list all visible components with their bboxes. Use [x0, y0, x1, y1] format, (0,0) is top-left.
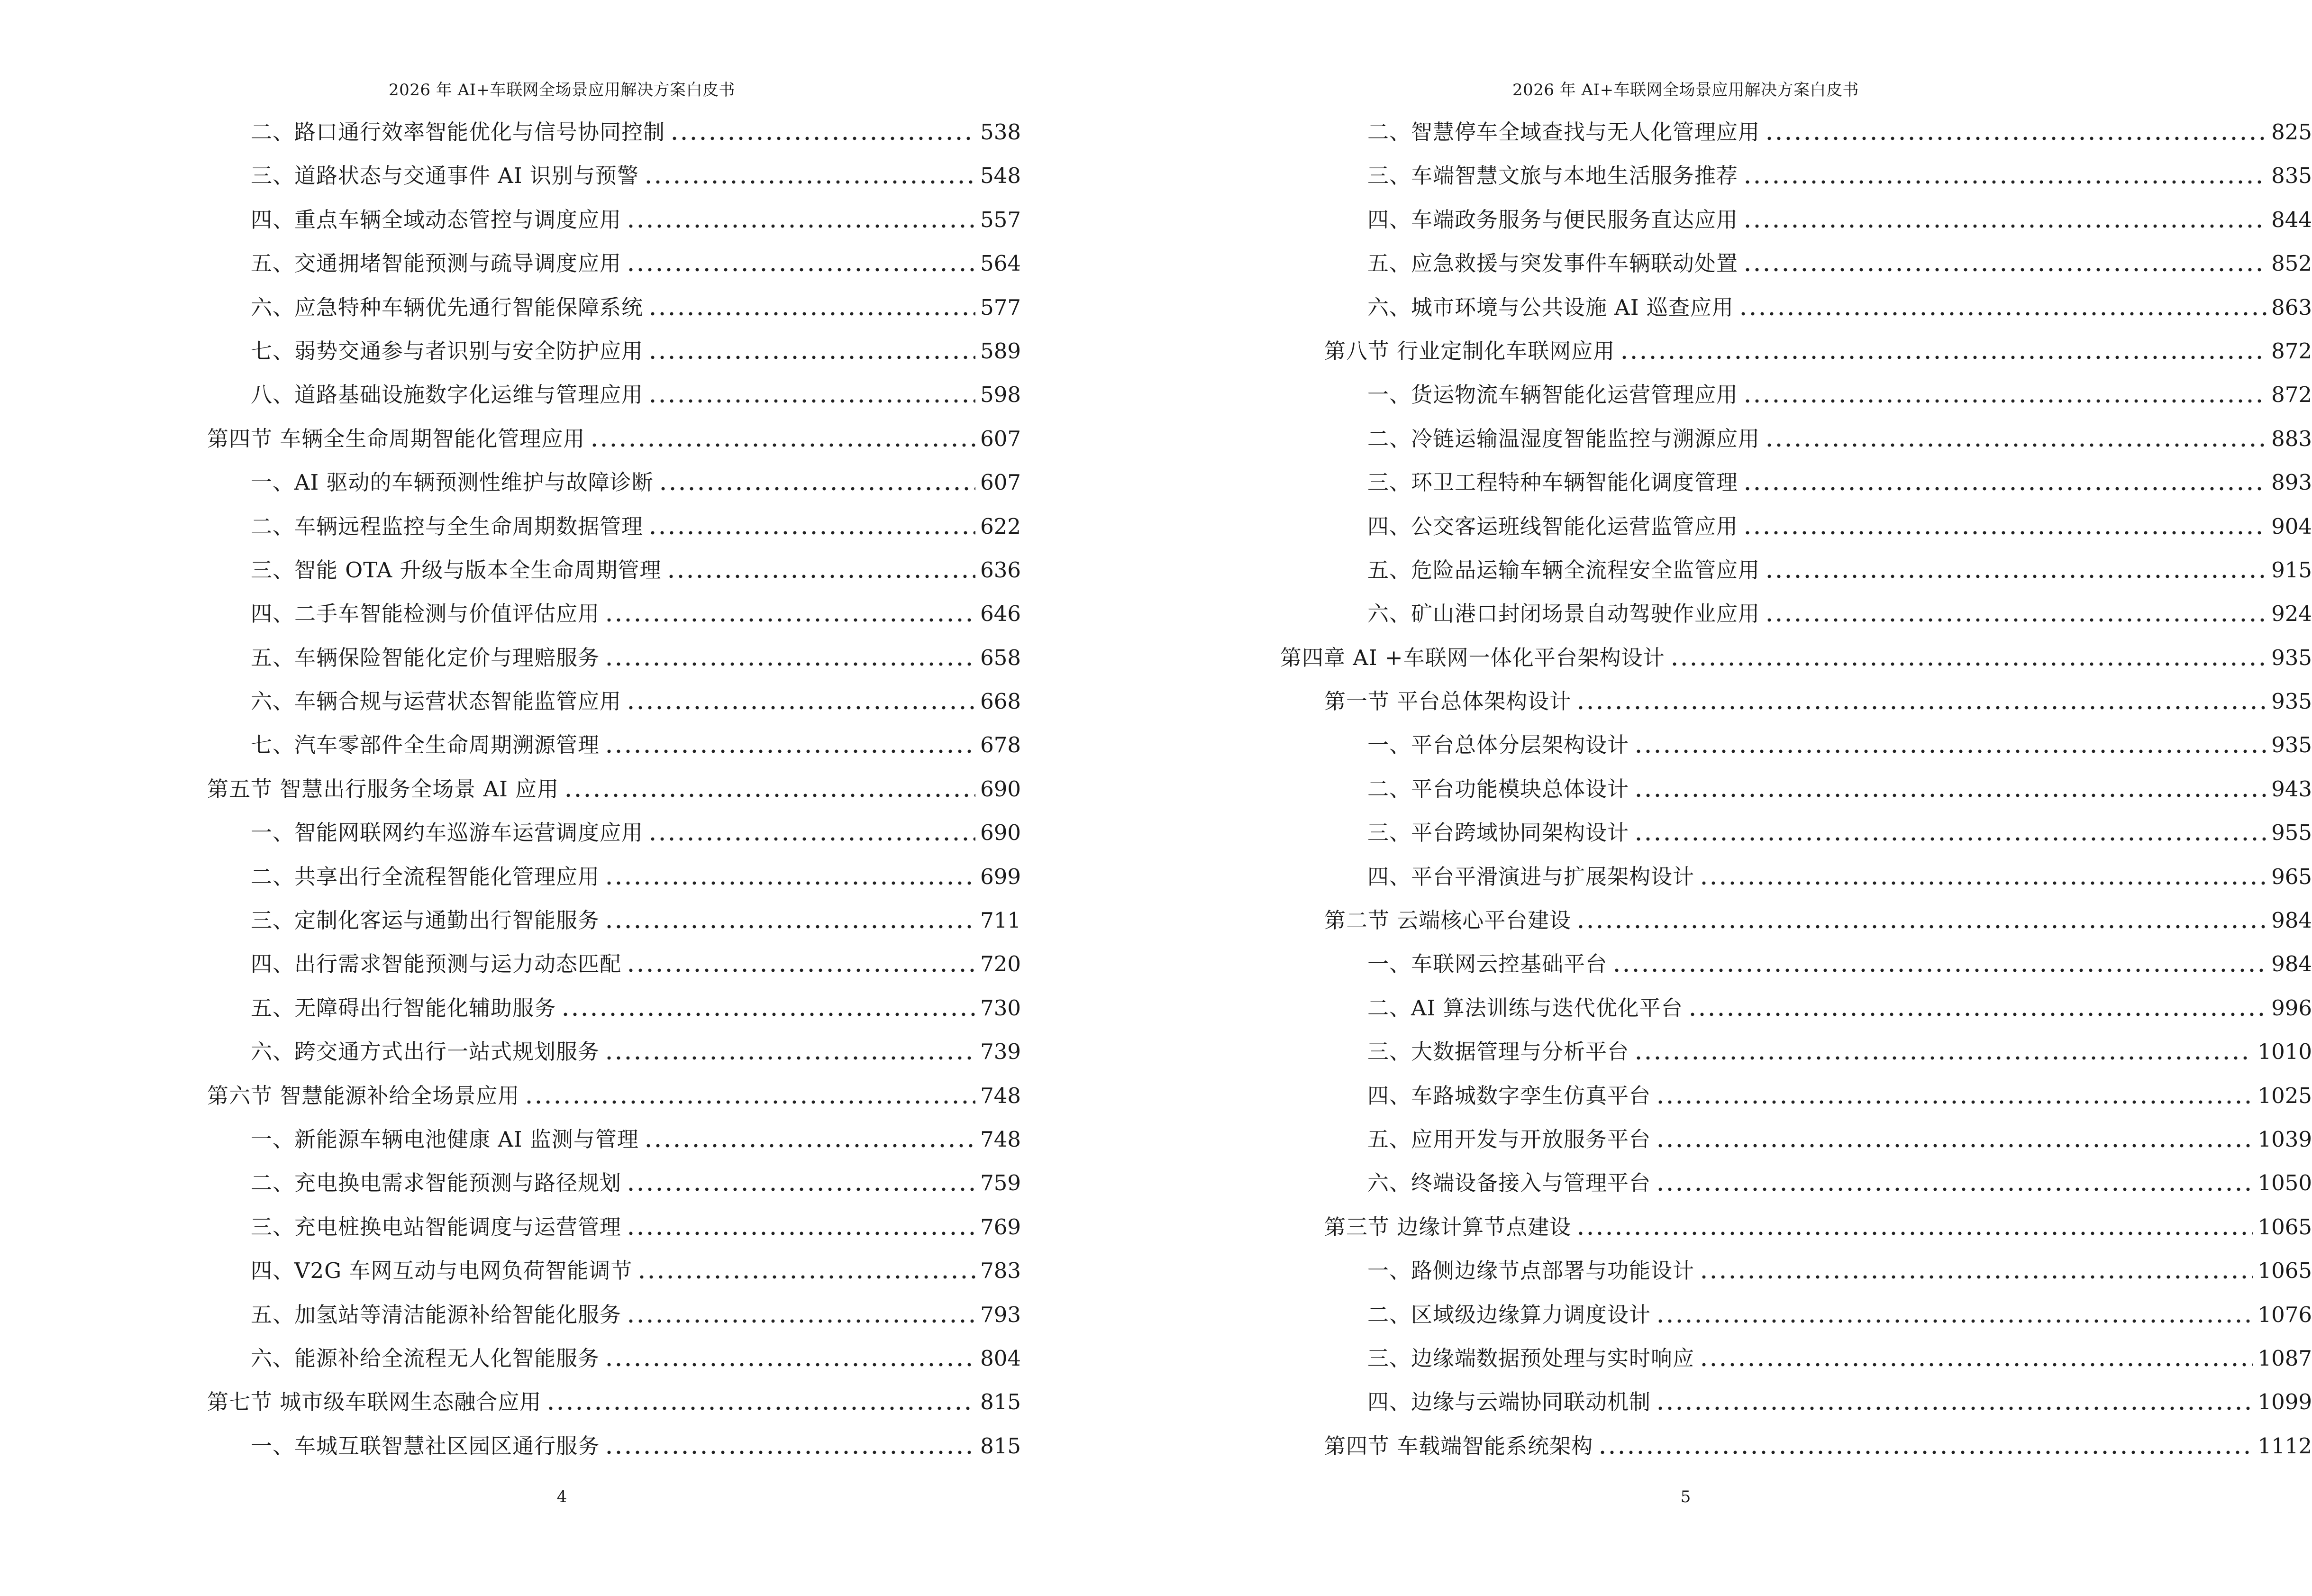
dot-leader — [604, 1362, 975, 1368]
toc-entry[interactable] — [1124, 863, 2312, 906]
toc-entry-title: 第一节 平台总体架构设计 — [1324, 689, 1572, 714]
toc-entry[interactable] — [1124, 1213, 2312, 1257]
toc-entry-title: 四、车路城数字孪生仿真平台 — [1367, 1083, 1651, 1108]
toc-entry[interactable] — [0, 994, 1124, 1038]
toc-entry-title: 二、区域级边缘算力调度设计 — [1367, 1302, 1651, 1327]
dot-leader — [1634, 1055, 2253, 1061]
toc-entry-page: 748 — [980, 1126, 1021, 1152]
toc-entry-title: 二、共享出行全流程智能化管理应用 — [251, 864, 600, 889]
toc-entry-title: 四、二手车智能检测与价值评估应用 — [251, 601, 600, 627]
toc-entry-page: 852 — [2271, 251, 2312, 276]
toc-entry[interactable] — [1124, 1169, 2312, 1213]
dot-leader — [1576, 1231, 2253, 1236]
toc-entry[interactable] — [1124, 1038, 2312, 1081]
dot-leader — [604, 1055, 975, 1061]
toc-entry[interactable] — [0, 906, 1124, 950]
dot-leader — [564, 793, 975, 798]
toc-entry-title: 第八节 行业定制化车联网应用 — [1324, 338, 1615, 364]
toc-entry-page: 924 — [2271, 601, 2312, 627]
toc-entry-title: 二、充电换电需求智能预测与路径规划 — [251, 1170, 622, 1196]
toc-entry-page: 984 — [2271, 951, 2312, 977]
toc-entry-title: 第三节 边缘计算节点建设 — [1324, 1214, 1572, 1240]
dot-leader — [670, 136, 975, 141]
toc-entry-page: 589 — [980, 338, 1021, 364]
toc-entry-title: 五、无障碍出行智能化辅助服务 — [251, 995, 556, 1021]
toc-entry-page: 1065 — [2257, 1258, 2312, 1284]
toc-entry-page: 668 — [980, 689, 1021, 714]
toc-entry-title: 五、应用开发与开放服务平台 — [1367, 1126, 1651, 1152]
toc-entry-title: 三、平台跨域协同架构设计 — [1367, 820, 1629, 846]
toc-entry-title: 二、车辆远程监控与全生命周期数据管理 — [251, 513, 644, 539]
toc-entry-title: 一、车城互联智慧社区园区通行服务 — [251, 1433, 600, 1459]
dot-leader — [1765, 574, 2266, 579]
dot-leader — [1612, 967, 2266, 973]
toc-entry-title: 六、能源补给全流程无人化智能服务 — [251, 1345, 600, 1371]
toc-entry-title: 五、车辆保险智能化定价与理赔服务 — [251, 645, 600, 670]
dot-leader — [648, 311, 975, 317]
toc-entry-title: 一、车联网云控基础平台 — [1367, 951, 1608, 977]
toc-entry-page: 815 — [980, 1389, 1021, 1415]
toc-entry-title: 三、充电桩换电站智能调度与运营管理 — [251, 1214, 622, 1240]
toc-entry-page: 872 — [2271, 382, 2312, 408]
dot-leader — [1656, 1143, 2253, 1149]
toc-entry[interactable] — [1124, 644, 2312, 687]
toc-entry-page: 935 — [2271, 732, 2312, 758]
dot-leader — [604, 1450, 975, 1455]
toc-entry-page: 783 — [980, 1258, 1021, 1284]
dot-leader — [644, 179, 975, 185]
toc-entry-page: 804 — [980, 1345, 1021, 1371]
toc-entry-page: 577 — [980, 294, 1021, 320]
dot-leader — [626, 1318, 975, 1324]
toc-entry-title: 六、应急特种车辆优先通行智能保障系统 — [251, 294, 644, 320]
toc-entry-title: 第四节 车辆全生命周期智能化管理应用 — [207, 426, 585, 451]
toc-entry-page: 872 — [2271, 338, 2312, 364]
toc-entry-page: 636 — [980, 557, 1021, 583]
toc-entry-page: 748 — [980, 1083, 1021, 1108]
toc-entry[interactable] — [0, 863, 1124, 906]
toc-entry-page: 965 — [2271, 864, 2312, 889]
toc-entry[interactable] — [0, 600, 1124, 643]
dot-leader — [1743, 486, 2266, 492]
dot-leader — [648, 836, 975, 842]
dot-leader — [1743, 530, 2266, 536]
dot-leader — [1634, 793, 2266, 798]
toc-entry[interactable] — [1124, 819, 2312, 862]
toc-entry-title: 第六节 智慧能源补给全场景应用 — [207, 1083, 520, 1108]
toc-entry[interactable] — [0, 1169, 1124, 1213]
toc-entry-title: 四、重点车辆全域动态管控与调度应用 — [251, 207, 622, 232]
toc-entry-title: 三、车端智慧文旅与本地生活服务推荐 — [1367, 163, 1739, 189]
toc-entry-title: 二、路口通行效率智能优化与信号协同控制 — [251, 119, 665, 145]
toc-entry[interactable] — [0, 950, 1124, 994]
table-of-contents — [0, 118, 1124, 1476]
dot-leader — [626, 1231, 975, 1236]
toc-entry[interactable] — [1124, 1301, 2312, 1344]
toc-entry[interactable] — [1124, 468, 2312, 512]
toc-entry[interactable] — [1124, 906, 2312, 950]
toc-entry[interactable] — [1124, 994, 2312, 1038]
toc-entry[interactable] — [1124, 1125, 2312, 1169]
toc-entry-title: 一、智能网联网约车巡游车运营调度应用 — [251, 820, 644, 846]
toc-entry-page: 935 — [2271, 689, 2312, 714]
dot-leader — [658, 486, 976, 492]
toc-entry[interactable] — [0, 1432, 1124, 1476]
dot-leader — [1598, 1450, 2253, 1455]
right-page — [1124, 0, 2312, 1596]
toc-entry-title: 六、终端设备接入与管理平台 — [1367, 1170, 1651, 1196]
toc-entry[interactable] — [0, 381, 1124, 424]
toc-entry[interactable] — [0, 1038, 1124, 1081]
dot-leader — [1765, 617, 2266, 623]
dot-leader — [1765, 136, 2266, 141]
dot-leader — [1765, 442, 2266, 448]
toc-entry-page: 943 — [2271, 776, 2312, 802]
toc-entry[interactable] — [0, 1125, 1124, 1169]
toc-entry[interactable] — [1124, 512, 2312, 556]
dot-leader — [604, 617, 975, 623]
toc-entry-title: 六、车辆合规与运营状态智能监管应用 — [251, 689, 622, 714]
toc-entry-title: 三、大数据管理与分析平台 — [1367, 1039, 1629, 1065]
toc-entry-title: 四、V2G 车网互动与电网负荷智能调节 — [251, 1258, 633, 1284]
toc-entry-page: 863 — [2271, 294, 2312, 320]
running-header: 2026 年 AI+车联网全场景应用解决方案白皮书 — [388, 81, 736, 100]
dot-leader — [1634, 836, 2266, 842]
toc-entry-title: 第四章 AI +车联网一体化平台架构设计 — [1280, 645, 1665, 670]
dot-leader — [604, 924, 975, 930]
dot-leader — [604, 661, 975, 667]
dot-leader — [546, 1405, 975, 1411]
dot-leader — [1688, 1012, 2267, 1017]
page-number: 4 — [556, 1487, 567, 1506]
toc-entry-title: 五、应急救援与突发事件车辆联动处置 — [1367, 251, 1739, 276]
toc-entry-page: 759 — [980, 1170, 1021, 1196]
toc-entry-page: 1039 — [2257, 1126, 2312, 1152]
toc-entry-page: 904 — [2271, 513, 2312, 539]
toc-entry-page: 793 — [980, 1302, 1021, 1327]
dot-leader — [626, 223, 975, 229]
toc-entry[interactable] — [1124, 206, 2312, 249]
dot-leader — [1576, 924, 2266, 930]
toc-entry[interactable] — [0, 819, 1124, 862]
toc-entry[interactable] — [1124, 1082, 2312, 1125]
toc-entry[interactable] — [0, 1213, 1124, 1257]
dot-leader — [1656, 1318, 2253, 1324]
toc-entry-page: 883 — [2271, 426, 2312, 451]
toc-entry-title: 五、加氢站等清洁能源补给智能化服务 — [251, 1302, 622, 1327]
toc-entry-title: 二、平台功能模块总体设计 — [1367, 776, 1629, 802]
toc-entry-page: 598 — [980, 382, 1021, 408]
toc-entry-page: 825 — [2271, 119, 2312, 145]
toc-entry-page: 690 — [980, 820, 1021, 846]
page-number: 5 — [1680, 1487, 1691, 1506]
toc-entry[interactable] — [0, 1257, 1124, 1300]
toc-entry-page: 996 — [2271, 995, 2312, 1021]
toc-entry-page: 607 — [980, 426, 1021, 451]
toc-entry[interactable] — [1124, 731, 2312, 775]
dot-leader — [1656, 1186, 2253, 1192]
toc-entry-page: 815 — [980, 1433, 1021, 1459]
dot-leader — [1699, 1362, 2253, 1368]
toc-entry-title: 二、AI 算法训练与迭代优化平台 — [1367, 995, 1683, 1021]
toc-entry-page: 564 — [980, 251, 1021, 276]
toc-entry-page: 678 — [980, 732, 1021, 758]
toc-entry[interactable] — [0, 337, 1124, 381]
toc-entry-title: 七、汽车零部件全生命周期溯源管理 — [251, 732, 600, 758]
toc-entry[interactable] — [1124, 1344, 2312, 1388]
toc-entry-page: 955 — [2271, 820, 2312, 846]
toc-entry[interactable] — [1124, 600, 2312, 643]
toc-entry-page: 739 — [980, 1039, 1021, 1065]
toc-entry[interactable] — [0, 206, 1124, 249]
toc-entry-page: 730 — [980, 995, 1021, 1021]
dot-leader — [1620, 355, 2266, 360]
dot-leader — [1699, 880, 2266, 886]
dot-leader — [1743, 223, 2266, 229]
toc-entry-page: 769 — [980, 1214, 1021, 1240]
dot-leader — [626, 705, 975, 711]
toc-entry[interactable] — [0, 687, 1124, 731]
toc-entry[interactable] — [0, 249, 1124, 293]
dot-leader — [626, 267, 975, 273]
toc-entry[interactable] — [0, 118, 1124, 162]
toc-entry-page: 984 — [2271, 908, 2312, 933]
toc-entry-title: 三、定制化客运与通勤出行智能服务 — [251, 908, 600, 933]
toc-entry-page: 1112 — [2257, 1433, 2312, 1459]
toc-entry-title: 一、新能源车辆电池健康 AI 监测与管理 — [251, 1126, 639, 1152]
dot-leader — [1670, 661, 2267, 667]
toc-entry[interactable] — [1124, 1388, 2312, 1432]
dot-leader — [1743, 267, 2266, 273]
toc-entry-page: 1010 — [2257, 1039, 2312, 1065]
toc-entry[interactable] — [1124, 950, 2312, 994]
dot-leader — [648, 398, 975, 404]
toc-entry-title: 三、道路状态与交通事件 AI 识别与预警 — [251, 163, 639, 189]
toc-entry-title: 一、平台总体分层架构设计 — [1367, 732, 1629, 758]
dot-leader — [1656, 1099, 2253, 1105]
toc-entry-title: 六、矿山港口封闭场景自动驾驶作业应用 — [1367, 601, 1760, 627]
toc-entry[interactable] — [1124, 775, 2312, 819]
toc-entry-page: 1065 — [2257, 1214, 2312, 1240]
toc-entry[interactable] — [1124, 118, 2312, 162]
toc-entry-page: 699 — [980, 864, 1021, 889]
toc-entry-page: 1076 — [2257, 1302, 2312, 1327]
dot-leader — [1739, 311, 2266, 317]
toc-entry[interactable] — [0, 775, 1124, 819]
toc-entry-title: 四、出行需求智能预测与运力动态匹配 — [251, 951, 622, 977]
toc-entry[interactable] — [0, 556, 1124, 600]
toc-entry-title: 八、道路基础设施数字化运维与管理应用 — [251, 382, 644, 408]
toc-entry-page: 1050 — [2257, 1170, 2312, 1196]
table-of-contents — [1124, 118, 2312, 1476]
toc-entry-title: 一、路侧边缘节点部署与功能设计 — [1367, 1258, 1695, 1284]
dot-leader — [1699, 1274, 2253, 1280]
toc-entry-page: 658 — [980, 645, 1021, 670]
toc-entry-page: 844 — [2271, 207, 2312, 232]
toc-entry[interactable] — [0, 162, 1124, 205]
toc-entry[interactable] — [0, 293, 1124, 337]
toc-entry-page: 720 — [980, 951, 1021, 977]
toc-entry[interactable] — [1124, 425, 2312, 468]
toc-entry-page: 622 — [980, 513, 1021, 539]
toc-entry[interactable] — [1124, 381, 2312, 424]
toc-entry[interactable] — [1124, 249, 2312, 293]
toc-entry[interactable] — [0, 468, 1124, 512]
dot-leader — [644, 1143, 975, 1149]
dot-leader — [604, 880, 975, 886]
toc-entry[interactable] — [0, 425, 1124, 468]
dot-leader — [648, 355, 975, 360]
toc-entry-page: 548 — [980, 163, 1021, 189]
left-page — [0, 0, 1124, 1596]
toc-entry-title: 六、跨交通方式出行一站式规划服务 — [251, 1039, 600, 1065]
toc-entry-title: 第二节 云端核心平台建设 — [1324, 908, 1572, 933]
toc-entry-page: 538 — [980, 119, 1021, 145]
toc-entry[interactable] — [1124, 556, 2312, 600]
dot-leader — [524, 1099, 975, 1105]
toc-entry-title: 七、弱势交通参与者识别与安全防护应用 — [251, 338, 644, 364]
toc-entry-page: 690 — [980, 776, 1021, 802]
toc-entry-page: 711 — [980, 908, 1021, 933]
dot-leader — [561, 1012, 975, 1017]
toc-entry-title: 五、危险品运输车辆全流程安全监管应用 — [1367, 557, 1760, 583]
running-header: 2026 年 AI+车联网全场景应用解决方案白皮书 — [1512, 81, 1859, 100]
toc-entry-page: 646 — [980, 601, 1021, 627]
dot-leader — [626, 967, 975, 973]
toc-entry-page: 1099 — [2257, 1389, 2312, 1415]
dot-leader — [648, 530, 975, 536]
toc-entry-title: 六、城市环境与公共设施 AI 巡查应用 — [1367, 294, 1734, 320]
toc-entry-title: 四、平台平滑演进与扩展架构设计 — [1367, 864, 1695, 889]
dot-leader — [626, 1186, 975, 1192]
dot-leader — [666, 574, 976, 579]
toc-entry-page: 915 — [2271, 557, 2312, 583]
toc-entry-title: 第七节 城市级车联网生态融合应用 — [207, 1389, 542, 1415]
toc-entry[interactable] — [1124, 1432, 2312, 1476]
dot-leader — [637, 1274, 975, 1280]
toc-entry[interactable] — [1124, 1257, 2312, 1300]
toc-entry-title: 三、环卫工程特种车辆智能化调度管理 — [1367, 470, 1739, 495]
toc-entry[interactable] — [0, 1301, 1124, 1344]
toc-entry-title: 一、货运物流车辆智能化运营管理应用 — [1367, 382, 1739, 408]
dot-leader — [1656, 1405, 2253, 1411]
toc-entry[interactable] — [1124, 162, 2312, 205]
dot-leader — [604, 748, 975, 754]
dot-leader — [1743, 179, 2266, 185]
toc-entry[interactable] — [0, 1344, 1124, 1388]
toc-entry-title: 三、智能 OTA 升级与版本全生命周期管理 — [251, 557, 662, 583]
toc-entry-title: 二、智慧停车全域查找与无人化管理应用 — [1367, 119, 1760, 145]
toc-entry[interactable] — [0, 512, 1124, 556]
toc-entry[interactable] — [1124, 293, 2312, 337]
dot-leader — [1634, 748, 2266, 754]
toc-entry-title: 二、冷链运输温湿度智能监控与溯源应用 — [1367, 426, 1760, 451]
dot-leader — [590, 442, 975, 448]
toc-entry-title: 四、车端政务服务与便民服务直达应用 — [1367, 207, 1739, 232]
toc-entry-title: 第四节 车载端智能系统架构 — [1324, 1433, 1593, 1459]
toc-entry-title: 四、边缘与云端协同联动机制 — [1367, 1389, 1651, 1415]
toc-entry-page: 607 — [980, 470, 1021, 495]
toc-entry-title: 一、AI 驱动的车辆预测性维护与故障诊断 — [251, 470, 654, 495]
toc-entry-title: 四、公交客运班线智能化运营监管应用 — [1367, 513, 1739, 539]
toc-entry[interactable] — [0, 1082, 1124, 1125]
toc-entry-title: 第五节 智慧出行服务全场景 AI 应用 — [207, 776, 559, 802]
toc-entry-page: 557 — [980, 207, 1021, 232]
toc-entry[interactable] — [0, 644, 1124, 687]
toc-entry[interactable] — [1124, 687, 2312, 731]
toc-entry-page: 893 — [2271, 470, 2312, 495]
toc-entry-page: 835 — [2271, 163, 2312, 189]
toc-entry-page: 935 — [2271, 645, 2312, 670]
toc-entry-title: 五、交通拥堵智能预测与疏导调度应用 — [251, 251, 622, 276]
dot-leader — [1576, 705, 2266, 711]
toc-entry-page: 1087 — [2257, 1345, 2312, 1371]
dot-leader — [1743, 398, 2266, 404]
toc-entry[interactable] — [0, 1388, 1124, 1432]
toc-entry-page: 1025 — [2257, 1083, 2312, 1108]
toc-entry[interactable] — [1124, 337, 2312, 381]
toc-entry[interactable] — [0, 731, 1124, 775]
toc-entry-title: 三、边缘端数据预处理与实时响应 — [1367, 1345, 1695, 1371]
